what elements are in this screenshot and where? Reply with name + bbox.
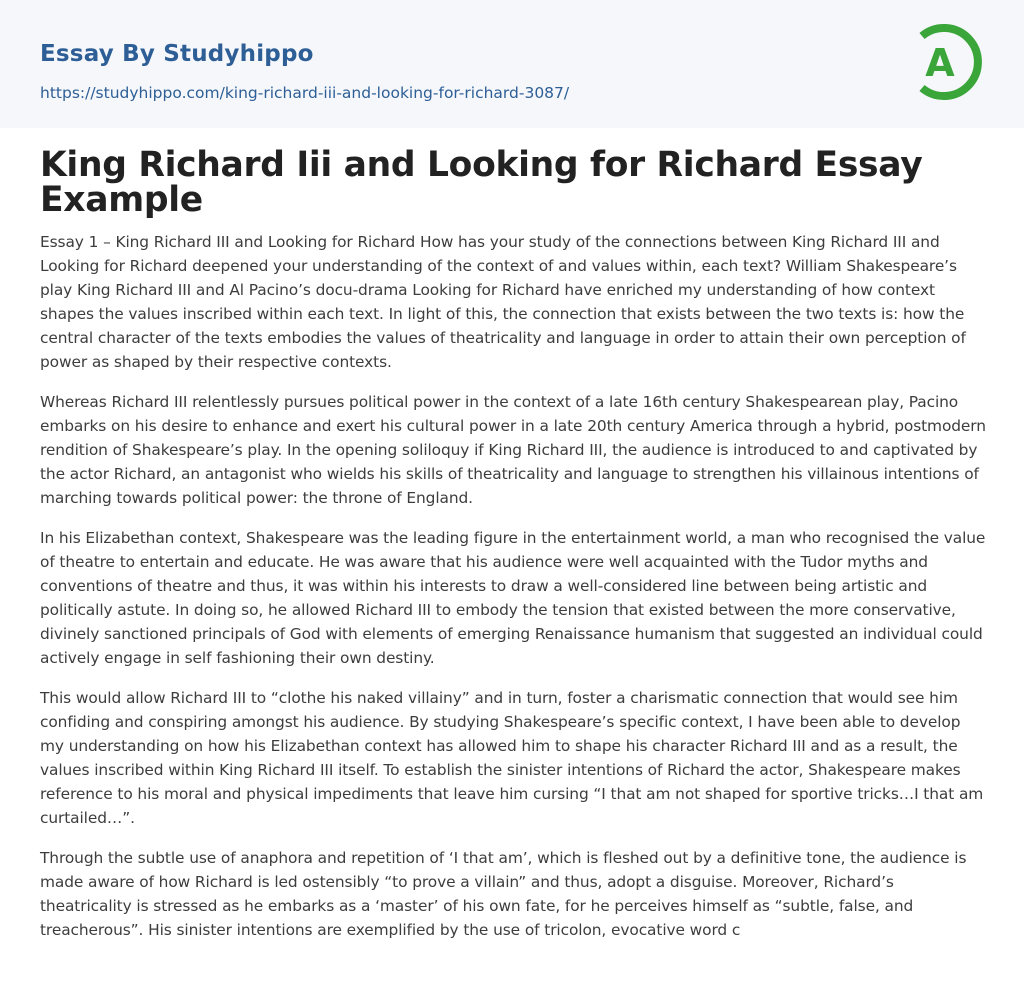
site-header (0, 0, 1024, 128)
essay-paragraph: Whereas Richard III relentlessly pursues political power in the context of a late 16th century Shakespearean play, Pacino embarks on his desire to enhance and exert his cultural power in a late 20th century America through a hybrid, postmodern rendition of Shakespeare’s play. In the opening soliloquy if King Richard III, the audience is introduced to and captivated by the actor Richard, an antagonist who wields his skills of theatricality and language to strengthen his villainous intentions of marching towards political power: the throne of England. (40, 393, 986, 507)
essay-paragraph: In his Elizabethan context, Shakespeare was the leading figure in the entertainment world, a man who recognised the value of theatre to entertain and educate. He was aware that his audience were well acquainted with the Tudor myths and conventions of theatre and thus, it was within his interests to draw a well-considered line between being artistic and politically astute. In doing so, he allowed Richard III to embody the tension that existed between the more conservative, divinely sanctioned principals of God with elements of emerging Renaissance humanism that suggested an individual could actively engage in self fashioning their own destiny. (40, 529, 986, 667)
essay-paragraph: This would allow Richard III to “clothe his naked villainy” and in turn, foster a charismatic connection that would see him confiding and conspiring amongst his audience. By studying Shakespeare’s specific context, I have been able to develop my understanding on how his Elizabethan context has allowed him to shape his character Richard III and as a result, the values inscribed within King Richard III itself. To establish the sinister intentions of Richard the actor, Shakespeare makes reference to his moral and physical impediments that leave him cursing “I that am not shaped for sportive tricks…I that am curtailed…”. (40, 689, 984, 827)
essay-paragraph: Essay 1 – King Richard III and Looking for Richard How has your study of the connections between King Richard III and Looking for Richard deepened your understanding of the context of and values within, each text? William Shakespeare’s play King Richard III and Al Pacino’s docu-drama Looking for Richard have enriched my understanding of how context shapes the values inscribed within each text. In light of this, the connection that exists between the two texts is: how the central character of the texts embodies the values of theatricality and language in order to attain their own perception of power as shaped by their respective contexts. (40, 233, 966, 371)
studyhippo-logo-icon[interactable] (908, 18, 988, 106)
essay-source-link[interactable]: https://studyhippo.com/king-richard-iii-and-looking-for-richard-3087/ (40, 84, 570, 102)
essay-title: King Richard Iii and Looking for Richard Essay Example (40, 145, 923, 220)
essay-paragraph: Through the subtle use of anaphora and repetition of ‘I that am’, which is fleshed out by a definitive tone, the audience is made aware of how Richard is led ostensibly “to prove a villain” and thus, adopt a disguise. Moreover, Richard’s theatricality is stressed as he embarks as a ‘master’ of his own fate, for he perceives himself as “subtle, false, and treacherous”. His sinister intentions are exemplified by the use of tricolon, evocative word c (40, 849, 967, 939)
site-brand[interactable]: Essay By Studyhippo (40, 41, 314, 67)
essay-article (40, 145, 986, 958)
logo-letter: A (925, 41, 955, 85)
